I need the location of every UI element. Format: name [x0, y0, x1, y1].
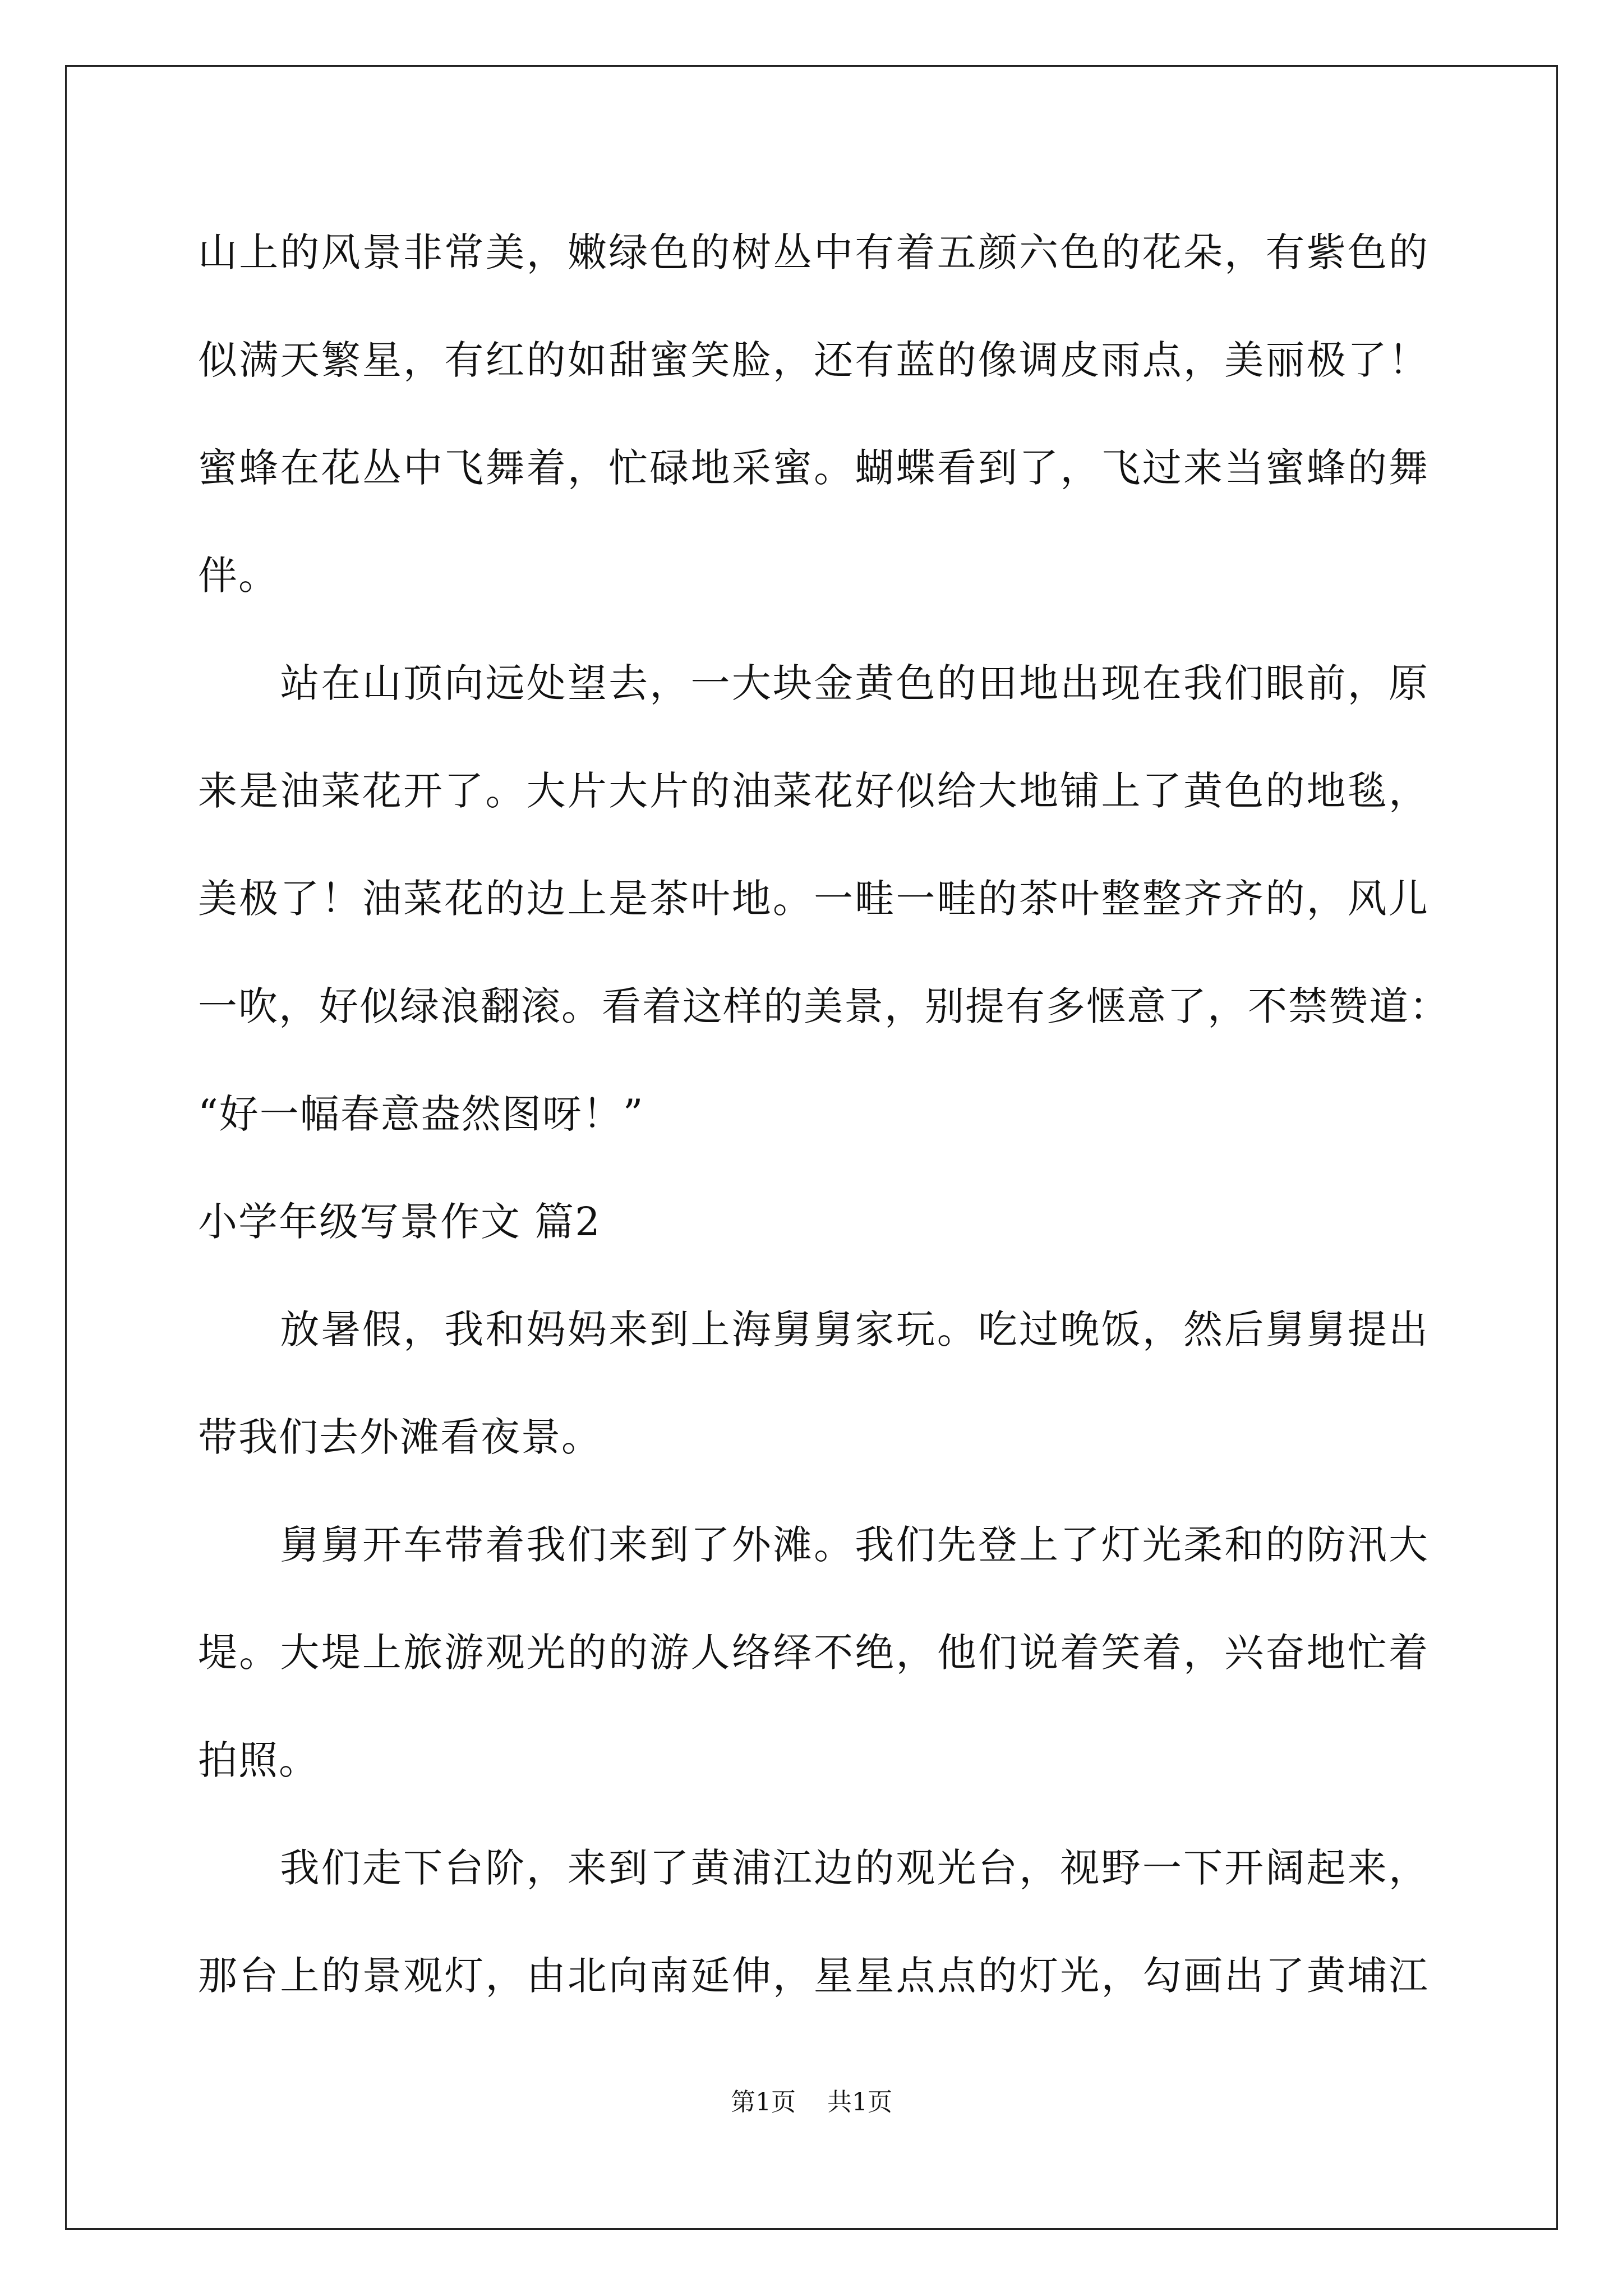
text-line: 蜜蜂在花丛中飞舞着，忙碌地采蜜。蝴蝶看到了，飞过来当蜜蜂的舞 — [198, 445, 1429, 491]
text-line: 来是油菜花开了。大片大片的油菜花好似给大地铺上了黄色的地毯， — [198, 768, 1429, 814]
text-line: 放暑假，我和妈妈来到上海舅舅家玩。吃过晚饭，然后舅舅提出 — [198, 1306, 1429, 1352]
text-line: 一吹，好似绿浪翻滚。看着这样的美景，别提有多惬意了，不禁赞道： — [198, 983, 1450, 1029]
page-total: 共1页 — [827, 2088, 892, 2116]
text-line: 我们走下台阶，来到了黄浦江边的观光台，视野一下开阔起来， — [198, 1845, 1429, 1891]
text-line: “好一幅春意盎然图呀！” — [198, 1091, 644, 1137]
document-body — [198, 208, 1450, 2039]
text-line: 美极了！油菜花的边上是茶叶地。一畦一畦的茶叶整整齐齐的，风儿 — [198, 876, 1429, 922]
text-line: 似满天繁星，有红的如甜蜜笑脸，还有蓝的像调皮雨点，美丽极了！ — [198, 337, 1429, 383]
text-line: 站在山顶向远处望去，一大块金黄色的田地出现在我们眼前，原 — [198, 660, 1429, 706]
page-footer — [0, 2086, 1623, 2119]
text-line: 拍照。 — [198, 1737, 319, 1783]
text-line: 堤。大堤上旅游观光的的游人络绎不绝，他们说着笑着，兴奋地忙着 — [198, 1630, 1429, 1676]
section-heading: 小学年级写景作文 篇2 — [198, 1199, 601, 1245]
text-line: 那台上的景观灯，由北向南延伸，星星点点的灯光，勾画出了黄埔江 — [198, 1953, 1429, 1999]
page-number: 第1页 — [731, 2088, 796, 2116]
text-line: 伴。 — [198, 553, 279, 599]
text-line: 山上的风景非常美，嫩绿色的树丛中有着五颜六色的花朵，有紫色的 — [198, 229, 1429, 275]
text-line: 带我们去外滩看夜景。 — [198, 1414, 602, 1460]
text-line: 舅舅开车带着我们来到了外滩。我们先登上了灯光柔和的防汛大 — [198, 1522, 1429, 1568]
